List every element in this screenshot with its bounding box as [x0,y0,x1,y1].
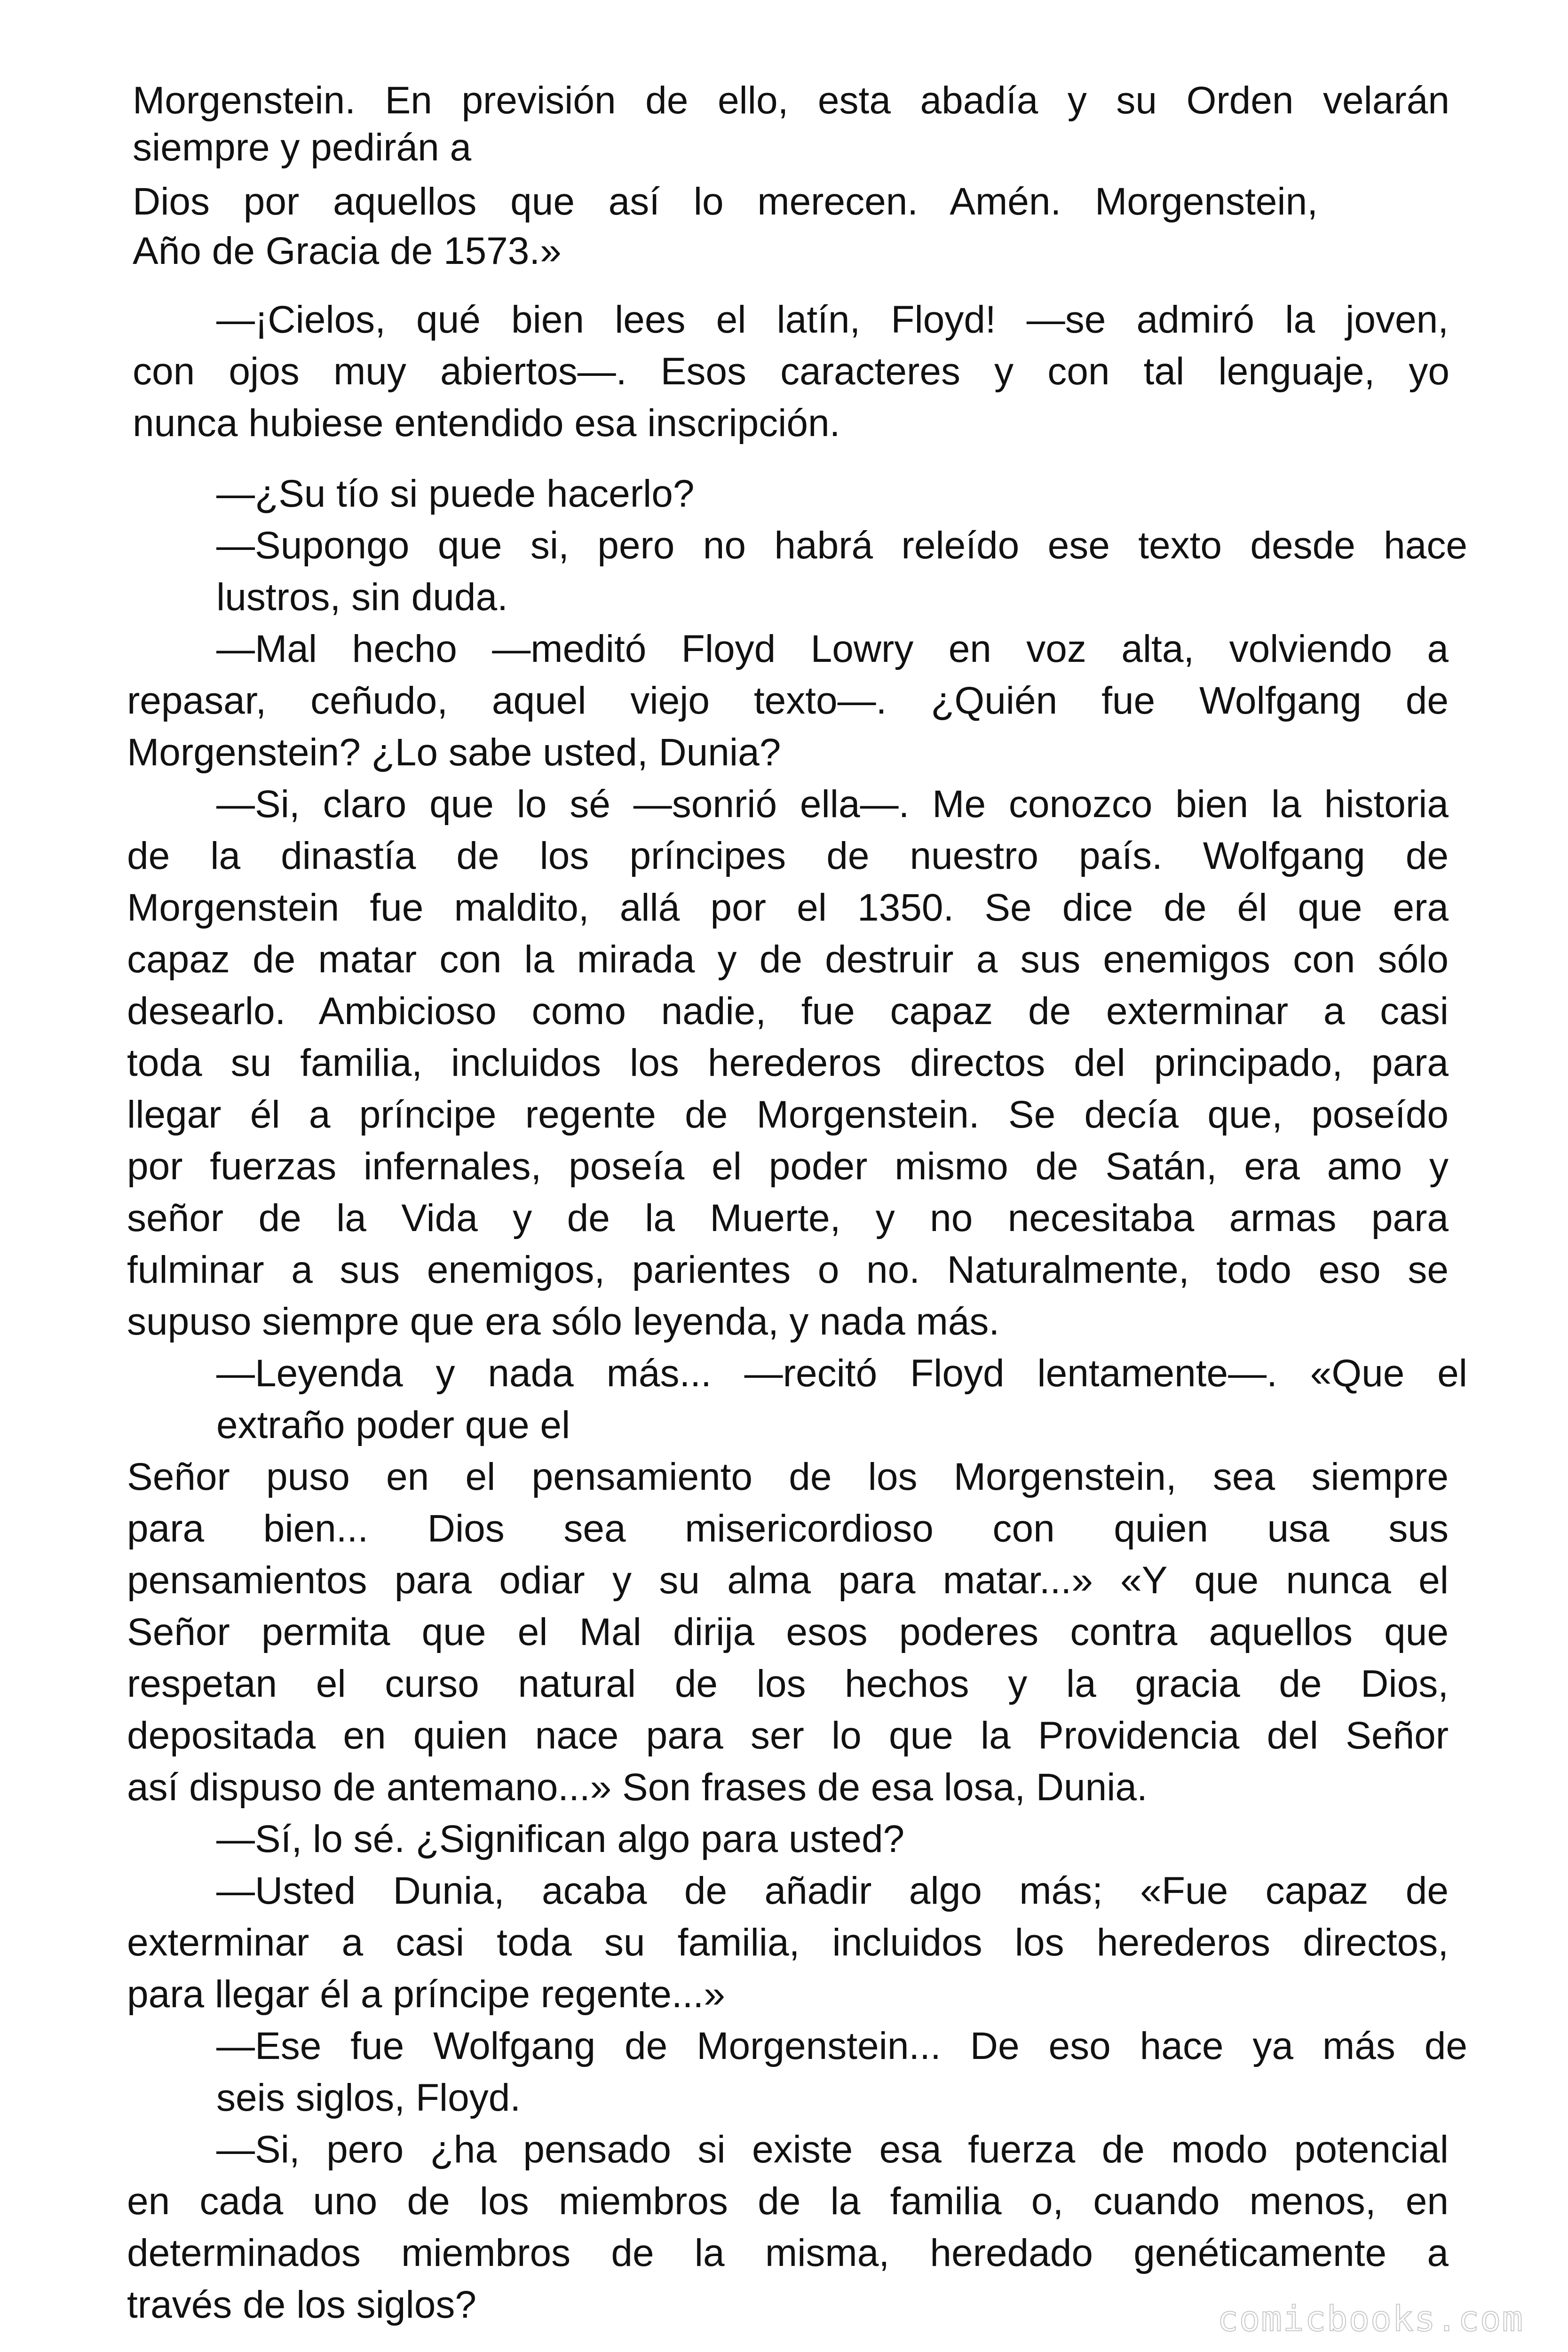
text-line: —Usted Dunia, acaba de añadir algo más; «Fue capaz de [216,1869,1449,1912]
text-line: —Leyenda y nada más... —recitó Floyd lentamente—. «Que el [216,1352,1467,1395]
text-line: toda su familia, incluidos los herederos directos del principado, para [127,1041,1449,1084]
text-line: llegar él a príncipe regente de Morgenstein. Se decía que, poseído [127,1093,1449,1136]
text-line: para bien... Dios sea misericordioso con quien usa sus [127,1507,1449,1550]
text-line: —¿Su tío si puede hacerlo? [216,472,695,515]
text-line: en cada uno de los miembros de la familia o, cuando menos, en [127,2180,1449,2223]
text-line: capaz de matar con la mirada y de destruir a sus enemigos con sólo [127,938,1449,981]
text-line: Señor permita que el Mal dirija esos poderes contra aquellos que [127,1611,1449,1653]
text-line: través de los siglos? [127,2283,476,2326]
text-line: —Ese fue Wolfgang de Morgenstein... De eso hace ya más de [216,2025,1467,2067]
text-line: nunca hubiese entendido esa inscripción. [133,402,840,445]
text-line: Año de Gracia de 1573.» [133,230,562,272]
text-line: —¡Cielos, qué bien lees el latín, Floyd! —se admiró la joven, [216,298,1449,341]
text-line: Morgenstein fue maldito, allá por el 1350. Se dice de él que era [127,886,1449,929]
text-line: —Sí, lo sé. ¿Significan algo para usted? [216,1818,905,1860]
text-line: extraño poder que el [216,1404,570,1446]
text-line: Señor puso en el pensamiento de los Morgenstein, sea siempre [127,1455,1449,1498]
text-line: fulminar a sus enemigos, parientes o no. Naturalmente, todo eso se [127,1248,1449,1291]
text-line: repasar, ceñudo, aquel viejo texto—. ¿Quién fue Wolfgang de [127,679,1449,722]
text-line: lustros, sin duda. [216,576,508,619]
text-line: —Mal hecho —meditó Floyd Lowry en voz alta, volviendo a [216,628,1449,670]
text-line: pensamientos para odiar y su alma para matar...» «Y que nunca el [127,1559,1449,1602]
text-line: —Si, claro que lo sé —sonrió ella—. Me conozco bien la historia [216,783,1449,826]
text-line: —Si, pero ¿ha pensado si existe esa fuerza de modo potencial [216,2128,1449,2171]
text-line: desearlo. Ambicioso como nadie, fue capaz de exterminar a casi [127,990,1449,1033]
text-line: determinados miembros de la misma, heredado genéticamente a [127,2232,1449,2274]
text-line: de la dinastía de los príncipes de nuestro país. Wolfgang de [127,834,1449,877]
text-line: Morgenstein? ¿Lo sabe usted, Dunia? [127,731,781,774]
text-line: con ojos muy abiertos—. Esos caracteres y con tal lenguaje, yo [133,350,1449,393]
text-line: Dios por aquellos que así lo merecen. Amén. Morgenstein, [133,180,1318,223]
text-line: —Supongo que si, pero no habrá releído ese texto desde hace [216,524,1467,567]
text-line: respetan el curso natural de los hechos y la gracia de Dios, [127,1662,1449,1705]
text-line: exterminar a casi toda su familia, incluidos los herederos directos, [127,1921,1449,1964]
text-line: siempre y pedirán a [133,126,472,169]
text-line: así dispuso de antemano...» Son frases de esa losa, Dunia. [127,1766,1148,1809]
text-line: Morgenstein. En previsión de ello, esta abadía y su Orden velarán [133,79,1449,122]
text-line: para llegar él a príncipe regente...» [127,1973,725,2016]
text-line: supuso siempre que era sólo leyenda, y nada más. [127,1300,1000,1343]
text-line: señor de la Vida y de la Muerte, y no necesitaba armas para [127,1197,1449,1240]
text-line: por fuerzas infernales, poseía el poder mismo de Satán, era amo y [127,1145,1449,1188]
text-line: seis siglos, Floyd. [216,2076,521,2119]
watermark: comicbooks.com [1217,2299,1524,2339]
text-line: depositada en quien nace para ser lo que la Providencia del Señor [127,1714,1449,1757]
